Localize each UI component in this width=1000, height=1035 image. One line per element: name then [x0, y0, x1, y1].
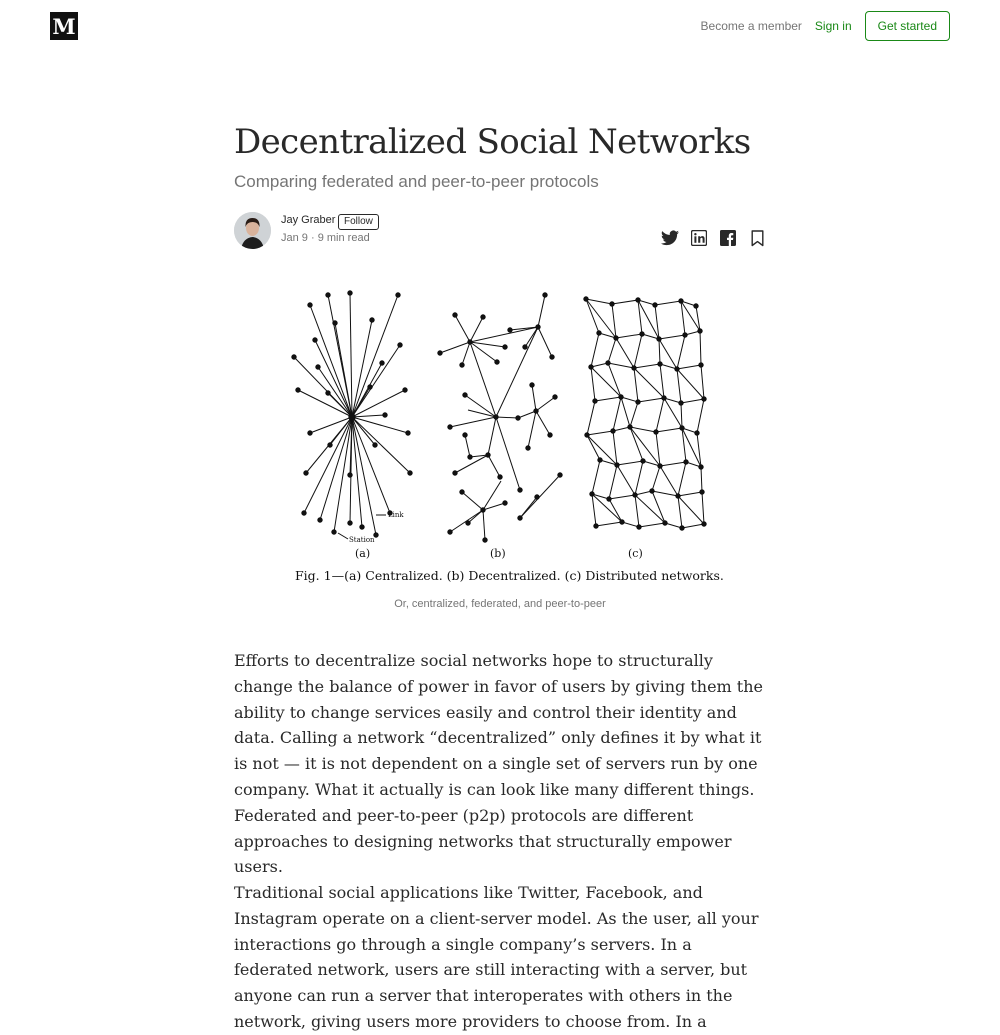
sign-in-link[interactable]: Sign in: [814, 19, 852, 33]
article-meta: [281, 232, 370, 244]
station-annotation: Station: [349, 536, 375, 544]
become-member-link[interactable]: Become a member: [700, 19, 802, 33]
facebook-icon[interactable]: [719, 229, 737, 247]
twitter-icon[interactable]: [661, 229, 679, 247]
read-time: 9 min read: [317, 232, 370, 244]
figure-label-a: (a): [355, 547, 371, 560]
figure-title: Fig. 1—(a) Centralized. (b) Decentralized. (c) Distributed networks.: [295, 568, 724, 583]
top-nav: [701, 11, 950, 41]
share-bar: [661, 229, 766, 247]
network-figure: [290, 285, 724, 590]
bookmark-icon[interactable]: [748, 229, 766, 247]
link-annotation: Link: [388, 511, 404, 519]
paragraph-2: Traditional social applications like Twitter, Facebook, and Instagram operate on a client-server model. As the user, all your interactions go through a single company’s servers. In a federated network, users are still interacting with a server, but anyone can run a server that interoperates with others in the network, giving users more providers to choose from. In a: [234, 883, 759, 1031]
meta-separator: ·: [310, 232, 315, 244]
medium-logo[interactable]: M: [50, 12, 78, 40]
get-started-button[interactable]: Get started: [865, 11, 950, 41]
paragraph-1: Efforts to decentralize social networks hope to structurally change the balance of power in favor of users by giving them the ability to change services easily and control their identity and data. Calling a network “decentralized” only defines it by what it is not — it is not dependent on a single set of servers run by one company. What it actually is can look like many different things. Federated and peer-to-peer (p2p) protocols are different approaches to designing networks that structurally empower users.: [234, 651, 763, 877]
article-title: Decentralized Social Networks: [234, 122, 751, 162]
figure-label-c: (c): [628, 547, 643, 560]
author-name[interactable]: Jay Graber: [281, 214, 336, 226]
article-subtitle: Comparing federated and peer-to-peer protocols: [234, 172, 599, 191]
linkedin-icon[interactable]: [690, 229, 708, 247]
follow-button[interactable]: Follow: [338, 214, 379, 230]
figure-label-b: (b): [490, 547, 506, 560]
publish-date: Jan 9: [281, 232, 308, 244]
author-avatar[interactable]: [234, 212, 271, 249]
figure-caption: Or, centralized, federated, and peer-to-peer: [394, 598, 606, 610]
network-diagram-image: [290, 285, 710, 555]
author-row: [234, 212, 766, 250]
